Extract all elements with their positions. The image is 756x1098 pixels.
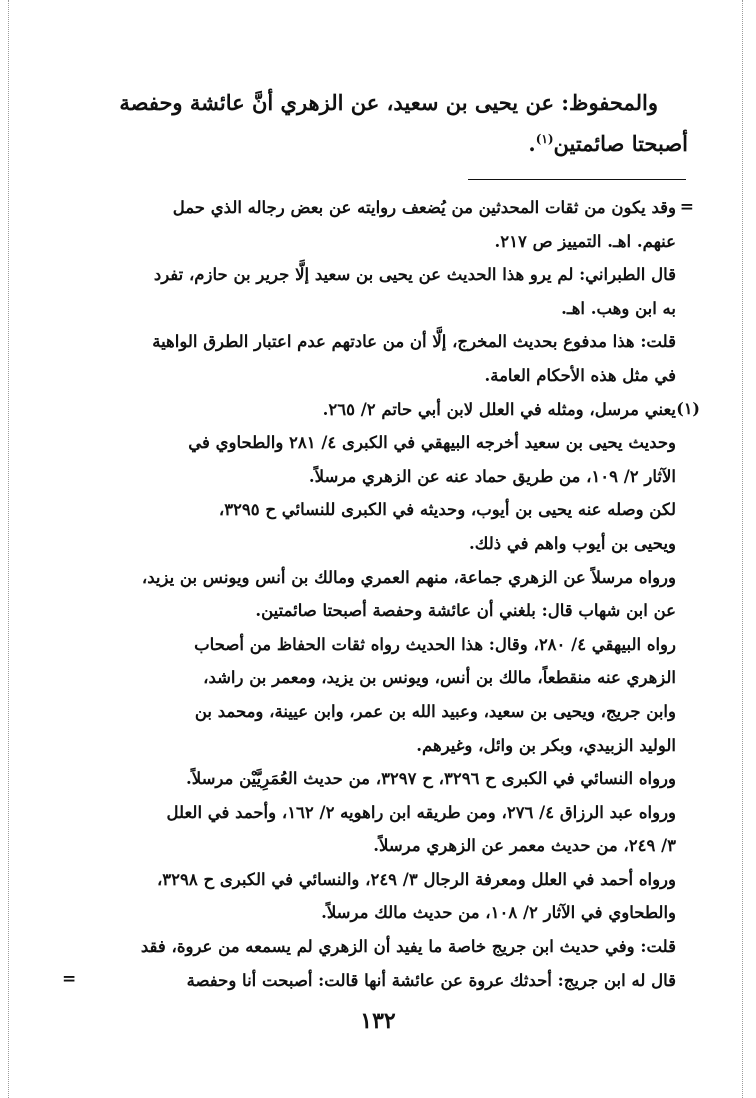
footnote-1-line: الزهري عنه منقطعاً، مالك بن أنس، ويونس بن يزيد، ومعمر بن راشد، <box>203 668 676 688</box>
footnote-1-line: ورواه النسائي في الكبرى ح ٣٢٩٦، ح ٣٢٩٧، من حديث العُمَرِيَّيْن مرسلاً. <box>186 769 676 789</box>
footnote-1-line: ٣/ ٢٤٩، من حديث معمر عن الزهري مرسلاً. <box>373 836 676 856</box>
footnote-1-line: قلت: وفي حديث ابن جريج خاصة ما يفيد أن الزهري لم يسمعه من عروة، فقد <box>140 937 676 957</box>
footnote-line: عنهم. اهـ. التمييز ص ٢١٧. <box>494 231 676 251</box>
main-text <box>78 82 688 164</box>
footnote-1-line: قال له ابن جريج: أحدثك عروة عن عائشة أنها قالت: أصبحت أنا وحفصة <box>186 970 676 990</box>
footnote-line: وقد يكون من ثقات المحدثين من يُضعف روايته عن بعض رجاله الذي حمل <box>172 198 676 217</box>
main-text-line-2-end: . <box>528 131 536 156</box>
main-text-line-2 <box>78 123 688 164</box>
footnote-1-line: عن ابن شهاب قال: بلغني أن عائشة وحفصة أصبحتا صائمتين. <box>255 601 676 621</box>
footnote-line: به ابن وهب. اهـ. <box>561 298 676 318</box>
footnote-1-line: ورواه مرسلاً عن الزهري جماعة، منهم العمري ومالك بن أنس ويونس بن يزيد، <box>141 567 676 587</box>
footnote-line: في مثل هذه الأحكام العامة. <box>484 365 676 385</box>
footnote-line: قال الطبراني: لم يرو هذا الحديث عن يحيى بن سعيد إلَّا جرير بن حازم، تفرد <box>153 265 676 285</box>
footnote-separator <box>468 179 686 180</box>
margin-dotted-line-right <box>742 0 743 1098</box>
footnote-line: قلت: هذا مدفوع بحديث المخرج، إلَّا أن من عادتهم عدم اعتبار الطرق الواهية <box>152 332 676 352</box>
footnote-1-line: ويحيى بن أيوب واهم في ذلك. <box>469 533 676 553</box>
footnote-1-line: وحديث يحيى بن سعيد أخرجه البيهقي في الكبرى ٤/ ٢٨١ والطحاوي في <box>188 433 676 453</box>
footnote-1-line: الآثار ٢/ ١٠٩، من طريق حماد عنه عن الزهري مرسلاً. <box>308 466 676 486</box>
footnote-1-line: رواه البيهقي ٤/ ٢٨٠، وقال: هذا الحديث رواه ثقات الحفاظ من أصحاب <box>194 634 676 654</box>
footnote-1-line: يعني مرسل، ومثله في العلل لابن أبي حاتم ٢/ ٢٦٥. <box>322 399 676 419</box>
footnote-1-line: والطحاوي في الآثار ٢/ ١٠٨، من حديث مالك مرسلاً. <box>321 903 676 923</box>
page-number: ١٣٢ <box>360 1008 396 1034</box>
continuation-marker: = <box>679 197 694 217</box>
footnote-1-line: وابن جريج، ويحيى بن سعيد، وعبيد الله بن عمر، وابن عيينة، ومحمد بن <box>194 701 676 721</box>
main-text-line-2-body: أصبحتا صائمتين <box>553 131 688 156</box>
footnote-reference: (١) <box>535 132 554 146</box>
footnotes <box>62 191 700 997</box>
footnote-number-1: (١) <box>676 399 700 418</box>
margin-dotted-line-left <box>8 0 9 1098</box>
main-text-line-1: والمحفوظ: عن يحيى بن سعيد، عن الزهري أنَّ عائشة وحفصة <box>119 90 658 115</box>
footnote-1-line: ورواه عبد الرزاق ٤/ ٢٧٦، ومن طريقه ابن راهويه ٢/ ١٦٢، وأحمد في العلل <box>166 802 676 822</box>
end-continuation-marker: = <box>62 969 77 989</box>
footnote-1-line: لكن وصله عنه يحيى بن أيوب، وحديثه في الكبرى للنسائي ح ٣٢٩٥، <box>218 500 676 520</box>
footnote-1-line: الوليد الزبيدي، وبكر بن وائل، وغيرهم. <box>416 735 676 755</box>
footnote-1-line: ورواه أحمد في العلل ومعرفة الرجال ٣/ ٢٤٩، والنسائي في الكبرى ح ٣٢٩٨، <box>156 869 676 889</box>
